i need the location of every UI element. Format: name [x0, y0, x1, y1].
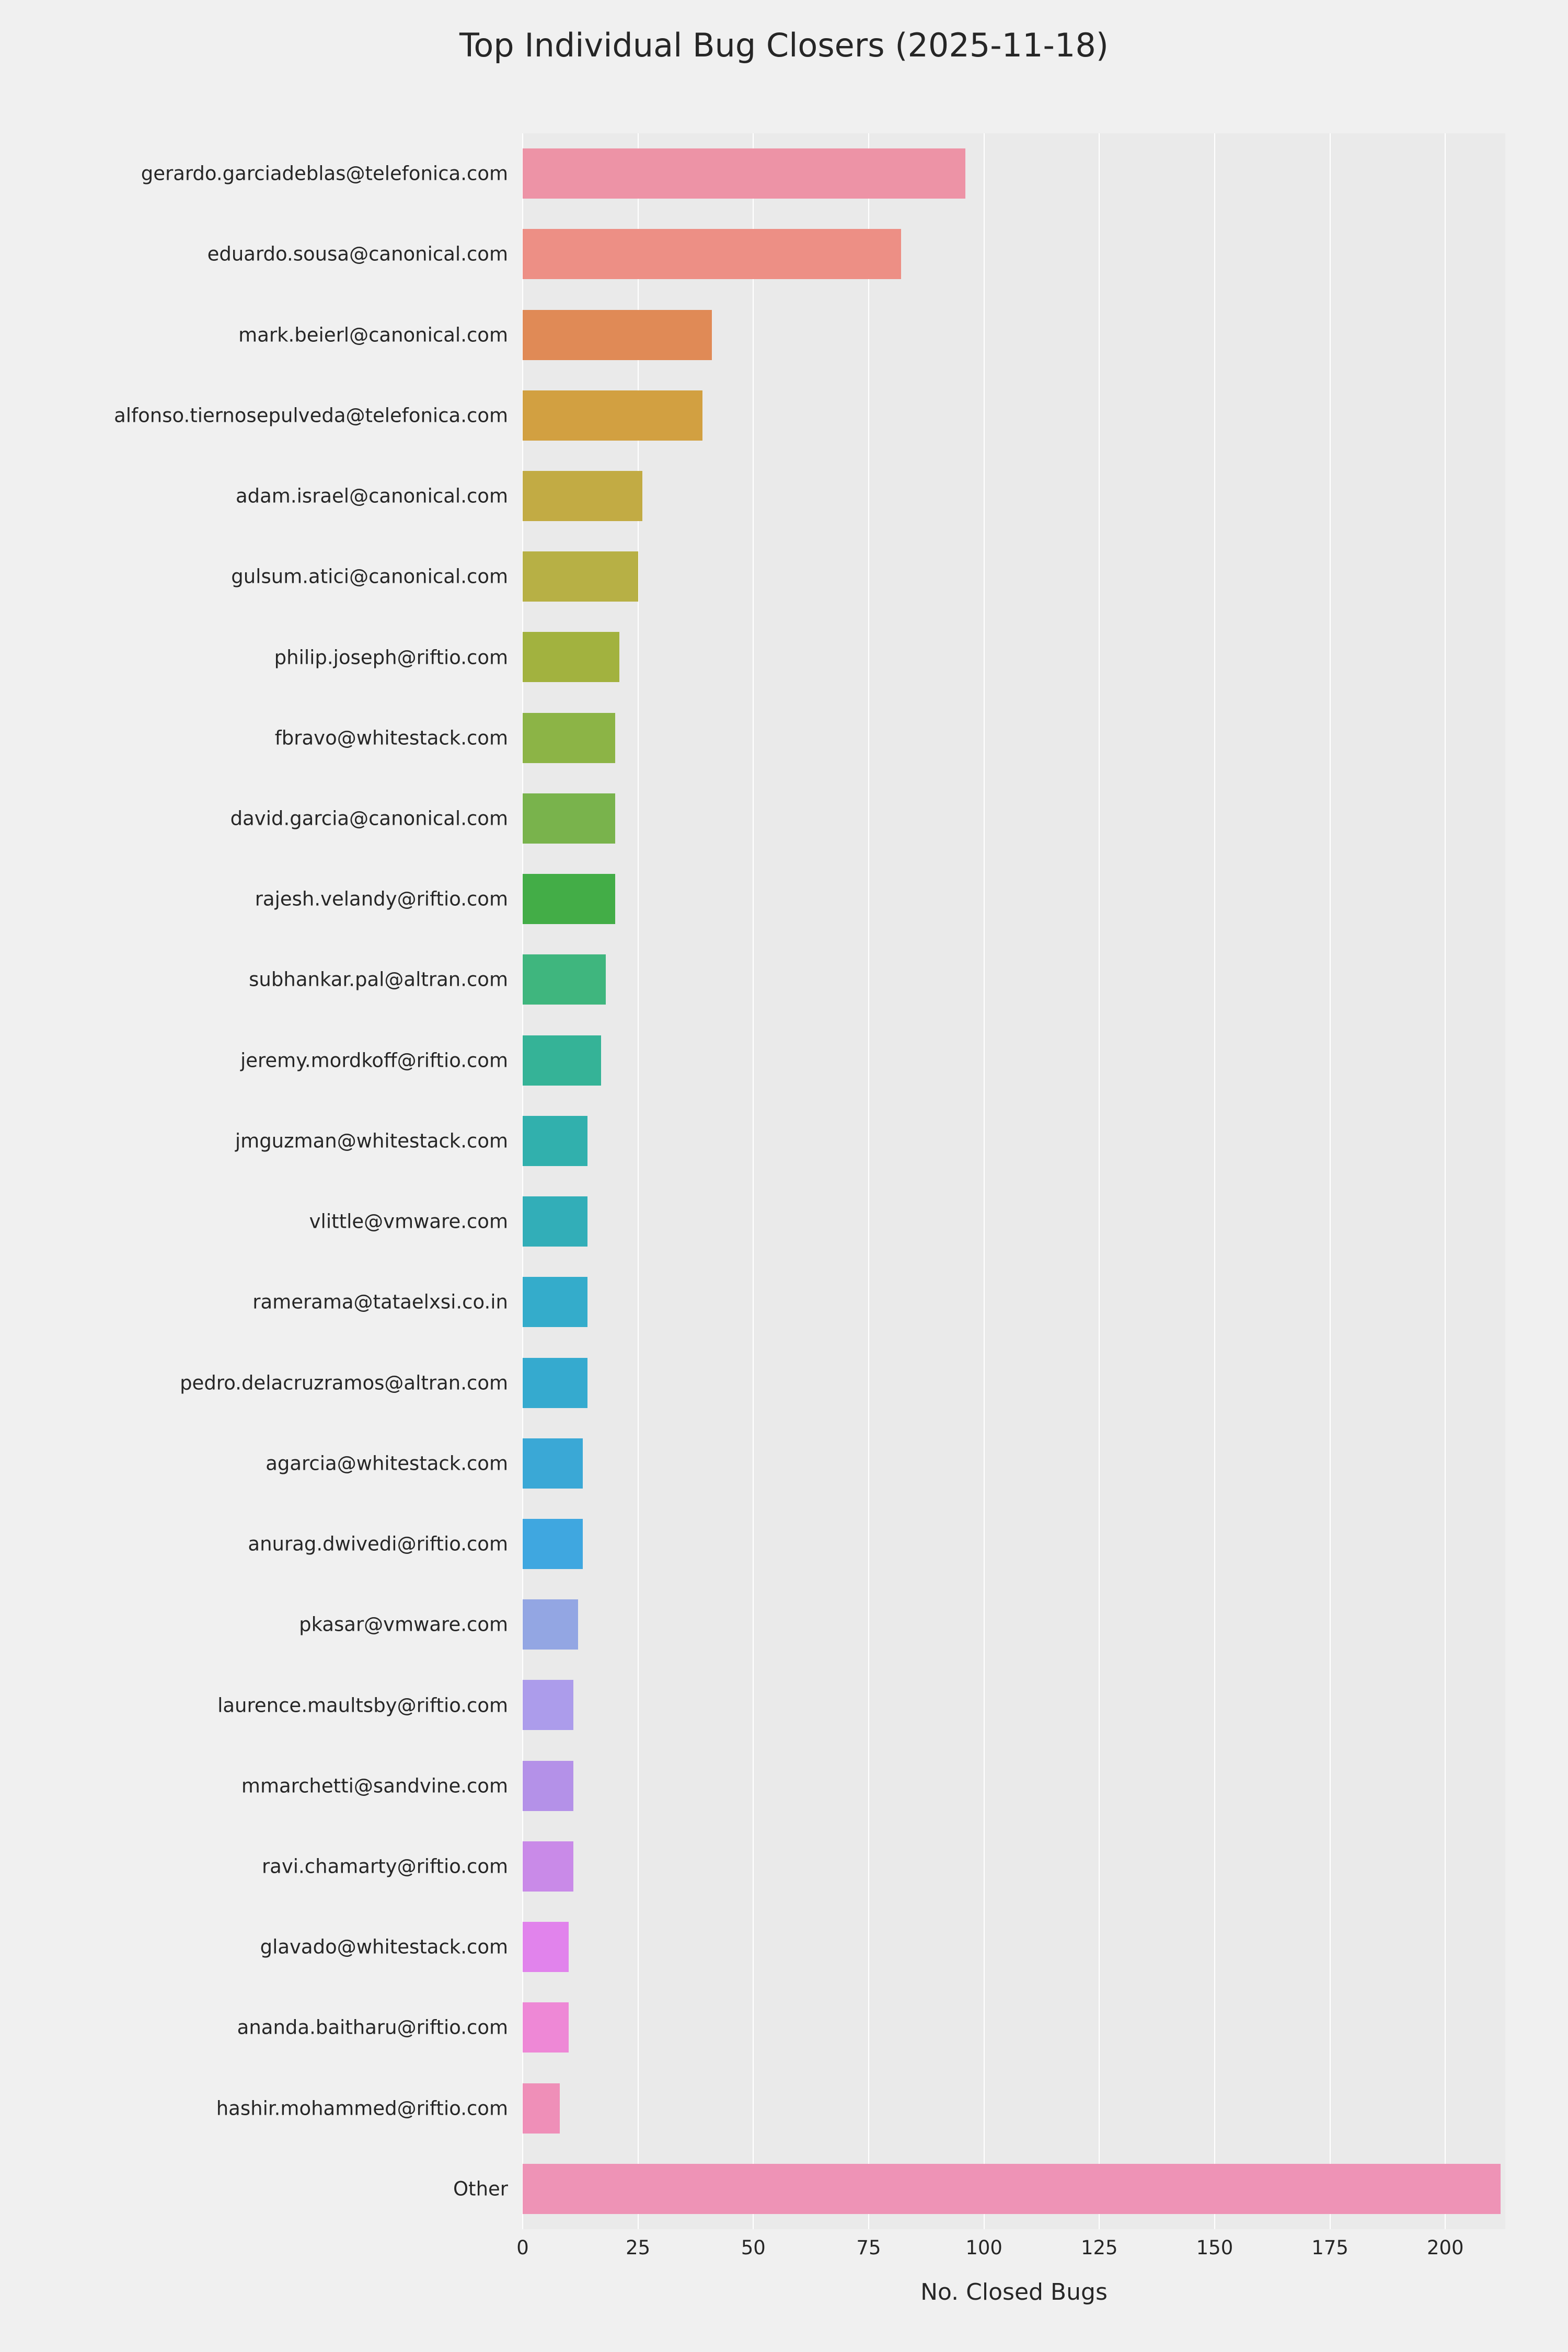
- y-axis-tick-label: Other: [453, 2177, 508, 2200]
- bars-layer: [523, 133, 1505, 2229]
- bar-row: [523, 294, 1505, 375]
- y-axis-tick-label: laurence.maultsby@riftio.com: [217, 1694, 508, 1716]
- y-axis-tick-label: agarcia@whitestack.com: [266, 1452, 508, 1475]
- y-axis-tick-label: gerardo.garciadeblas@telefonica.com: [141, 162, 508, 185]
- bar-row: [523, 2149, 1505, 2229]
- y-axis-tick-label: rajesh.velandy@riftio.com: [255, 887, 508, 910]
- y-axis-tick-label: hashir.mohammed@riftio.com: [216, 2097, 508, 2120]
- bar-row: [523, 133, 1505, 214]
- bar[interactable]: [523, 1438, 583, 1489]
- bar-row: [523, 778, 1505, 859]
- bar[interactable]: [523, 310, 712, 360]
- bar-row: [523, 375, 1505, 456]
- bar-row: [523, 1423, 1505, 1504]
- y-axis-tick-label: fbravo@whitestack.com: [274, 727, 508, 750]
- bar-row: [523, 1020, 1505, 1101]
- bar-row: [523, 1262, 1505, 1342]
- bar[interactable]: [523, 2083, 560, 2134]
- bar[interactable]: [523, 793, 615, 844]
- x-axis-tick-label: 125: [1080, 2236, 1118, 2259]
- bar-row: [523, 1746, 1505, 1826]
- bar[interactable]: [523, 632, 619, 682]
- chart-title: Top Individual Bug Closers (2025-11-18): [459, 26, 1109, 64]
- bar-row: [523, 1101, 1505, 1181]
- bar-row: [523, 1342, 1505, 1423]
- bar[interactable]: [523, 1358, 587, 1408]
- bar-row: [523, 859, 1505, 939]
- y-axis-tick-label: mmarchetti@sandvine.com: [241, 1774, 508, 1797]
- bar[interactable]: [523, 1680, 573, 1730]
- bar[interactable]: [523, 2002, 569, 2053]
- x-axis-tick-label: 50: [741, 2236, 766, 2259]
- bar[interactable]: [523, 1761, 573, 1811]
- bar-row: [523, 617, 1505, 697]
- bar[interactable]: [523, 390, 702, 441]
- bar-row: [523, 456, 1505, 536]
- bar-row: [523, 2068, 1505, 2149]
- plot-area: [523, 133, 1505, 2229]
- bar[interactable]: [523, 954, 606, 1005]
- bar[interactable]: [523, 1035, 601, 1086]
- y-axis-tick-label: gulsum.atici@canonical.com: [231, 565, 508, 588]
- y-axis-tick-label: vlittle@vmware.com: [309, 1210, 508, 1233]
- x-axis-tick-label: 0: [516, 2236, 529, 2259]
- bar-row: [523, 1987, 1505, 2068]
- y-axis-tick-label: alfonso.tiernosepulveda@telefonica.com: [114, 404, 508, 427]
- bar-row: [523, 939, 1505, 1020]
- bar[interactable]: [523, 1922, 569, 1972]
- x-axis-tick-label: 175: [1311, 2236, 1348, 2259]
- y-axis-tick-label: glavado@whitestack.com: [260, 1935, 508, 1958]
- bar-row: [523, 1504, 1505, 1584]
- bar[interactable]: [523, 2164, 1501, 2214]
- y-axis-tick-label: david.garcia@canonical.com: [230, 807, 508, 830]
- bar[interactable]: [523, 1519, 583, 1569]
- bar[interactable]: [523, 1277, 587, 1327]
- bar-row: [523, 1181, 1505, 1262]
- x-axis-tick-label: 75: [856, 2236, 881, 2259]
- x-axis-tick-label: 25: [626, 2236, 651, 2259]
- x-axis-tick-label: 200: [1426, 2236, 1464, 2259]
- y-axis-tick-label: ramerama@tataelxsi.co.in: [252, 1290, 508, 1313]
- y-axis-tick-label: pkasar@vmware.com: [299, 1613, 508, 1636]
- y-axis-tick-label: eduardo.sousa@canonical.com: [207, 243, 508, 266]
- bar[interactable]: [523, 229, 901, 279]
- bar-row: [523, 1907, 1505, 1987]
- y-axis-tick-label: adam.israel@canonical.com: [235, 485, 508, 508]
- bar[interactable]: [523, 1841, 573, 1892]
- bar[interactable]: [523, 551, 638, 602]
- y-axis-tick-label: subhankar.pal@altran.com: [249, 968, 508, 991]
- y-axis-tick-label: ananda.baitharu@riftio.com: [237, 2016, 508, 2039]
- x-axis-tick-label: 150: [1196, 2236, 1233, 2259]
- y-axis-tick-label: jmguzman@whitestack.com: [235, 1129, 508, 1152]
- bar[interactable]: [523, 874, 615, 924]
- bar-row: [523, 1826, 1505, 1907]
- bar[interactable]: [523, 471, 642, 521]
- bar[interactable]: [523, 1116, 587, 1166]
- bar[interactable]: [523, 1196, 587, 1247]
- y-axis-tick-label: jeremy.mordkoff@riftio.com: [240, 1049, 508, 1072]
- bar-row: [523, 1584, 1505, 1665]
- y-axis-tick-label: ravi.chamarty@riftio.com: [261, 1855, 508, 1878]
- bar-row: [523, 1665, 1505, 1745]
- x-axis-label: No. Closed Bugs: [920, 2279, 1108, 2305]
- bar[interactable]: [523, 713, 615, 763]
- bar-row: [523, 536, 1505, 617]
- y-axis-tick-label: philip.joseph@riftio.com: [274, 646, 508, 668]
- y-axis-labels: [0, 133, 523, 2229]
- bar[interactable]: [523, 148, 965, 199]
- x-axis-tick-label: 100: [965, 2236, 1002, 2259]
- bar-row: [523, 698, 1505, 778]
- bar[interactable]: [523, 1599, 578, 1650]
- y-axis-tick-label: mark.beierl@canonical.com: [238, 324, 508, 347]
- y-axis-tick-label: pedro.delacruzramos@altran.com: [180, 1371, 508, 1394]
- y-axis-tick-label: anurag.dwivedi@riftio.com: [248, 1532, 508, 1555]
- bar-row: [523, 214, 1505, 294]
